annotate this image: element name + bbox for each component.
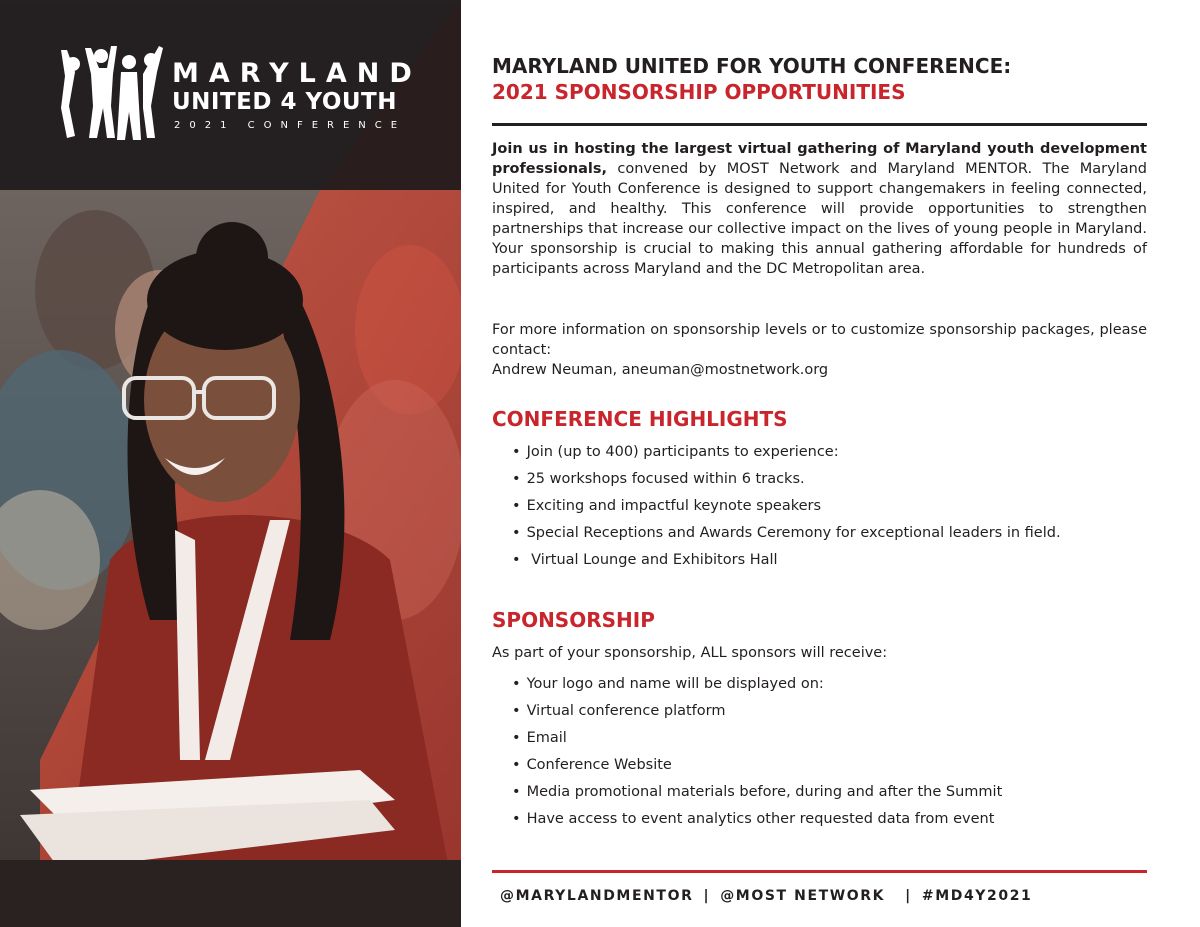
list-item: • Conference Website — [512, 752, 1152, 779]
handle-most-network[interactable]: @MOST NETWORK — [720, 888, 886, 904]
list-item: • Your logo and name will be displayed on: — [512, 671, 1152, 698]
title-divider — [492, 123, 1147, 126]
logo-line-conference: 2021 CONFERENCE — [174, 120, 407, 131]
list-item: • Have access to event analytics other requested data from event — [512, 806, 1152, 833]
footer-divider — [492, 870, 1147, 873]
page-subtitle: 2021 SPONSORSHIP OPPORTUNITIES — [492, 80, 906, 104]
logo-line-maryland: MARYLAND — [172, 58, 422, 89]
social-footer — [500, 888, 1150, 904]
sponsorship-heading: SPONSORSHIP — [492, 608, 655, 632]
logo-band — [0, 0, 461, 190]
list-item: • Virtual Lounge and Exhibitors Hall — [512, 547, 1152, 574]
list-item: • Email — [512, 725, 1152, 752]
hashtag[interactable]: #MD4Y2021 — [921, 888, 1033, 904]
jumping-people-icon — [55, 46, 163, 142]
handle-maryland-mentor[interactable]: @MARYLANDMENTOR — [500, 888, 694, 904]
list-item: • Virtual conference platform — [512, 698, 1152, 725]
contact-text: For more information on sponsorship levels or to customize sponsorship packages, please contact: — [492, 322, 1147, 358]
footer-separator: | — [703, 888, 711, 904]
sponsorship-list — [512, 671, 1152, 833]
footer-separator: | — [905, 888, 912, 904]
hero-photo-panel — [0, 0, 461, 927]
intro-bold-lead: Join us in hosting the largest virtual gathering of Maryland youth development professionals, — [492, 141, 1147, 177]
intro-text: convened by MOST Network and Maryland MENTOR. The Maryland United for Youth Conference is designed to support changemakers in feeling connected, inspired, and healthy. This conference will provide opportunities to strengthen partnerships that increase our collective impact on the lives of young people in Maryland. Your sponsorship is crucial to making this annual gathering affordable for hundreds of participants across Maryland and the DC Metropolitan area. — [492, 161, 1147, 277]
contact-person: Andrew Neuman, aneuman@mostnetwork.org — [492, 362, 829, 378]
highlights-heading: CONFERENCE HIGHLIGHTS — [492, 407, 788, 431]
list-item: • Media promotional materials before, during and after the Summit — [512, 779, 1152, 806]
contact-paragraph — [492, 320, 1147, 380]
page-title: MARYLAND UNITED FOR YOUTH CONFERENCE: — [492, 54, 1012, 78]
sponsorship-lead: As part of your sponsorship, ALL sponsors will receive: — [492, 645, 888, 661]
list-item: • Join (up to 400) participants to experience: — [512, 439, 1152, 466]
logo-line-united: UNITED 4 YOUTH — [172, 89, 397, 115]
list-item: • Exciting and impactful keynote speakers — [512, 493, 1152, 520]
list-item: • Special Receptions and Awards Ceremony for exceptional leaders in field. — [512, 520, 1152, 547]
list-item: • 25 workshops focused within 6 tracks. — [512, 466, 1152, 493]
intro-paragraph — [492, 139, 1147, 279]
highlights-list — [512, 439, 1152, 574]
